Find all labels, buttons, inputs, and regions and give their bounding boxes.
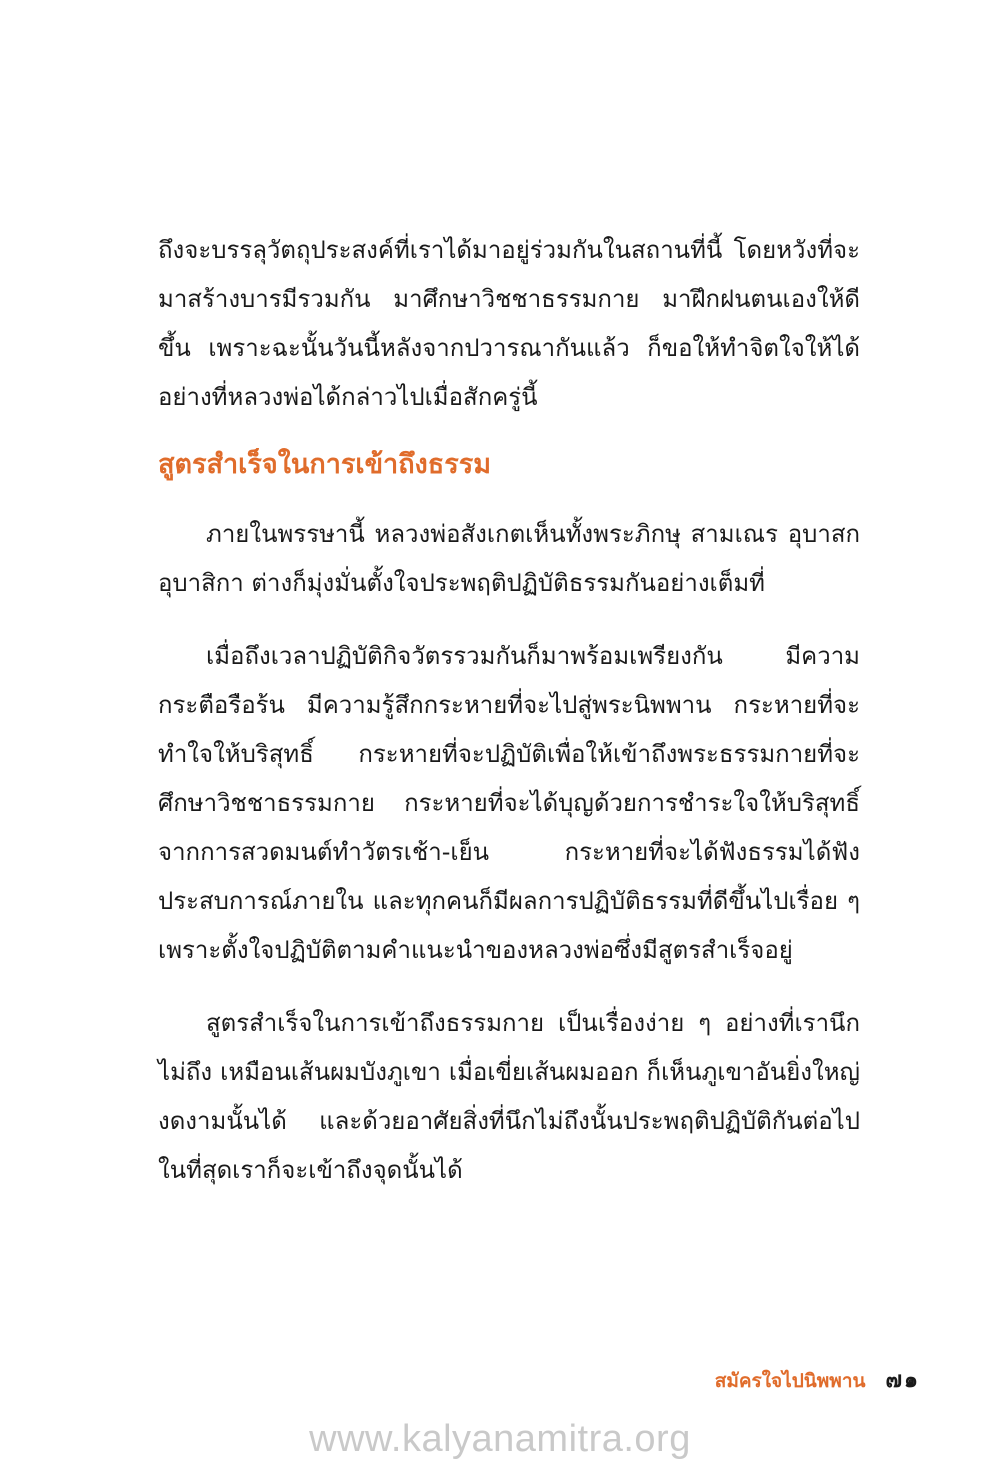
- body-paragraph-1: ถึงจะบรรลุวัตถุประสงค์ที่เราได้มาอยู่ร่วมกันในสถานที่นี้ โดยหวังที่จะมาสร้างบารมีรวมกัน มาศึกษาวิชชาธรรมกาย มาฝึกฝนตนเองให้ดีขึ้น เพราะฉะนั้นวันนี้หลังจากปวารณากันแล้ว ก็ขอให้ทำจิตใจให้ได้อย่างที่หลวงพ่อได้กล่าวไปเมื่อสักครู่นี้: [158, 236, 860, 411]
- page-footer: [715, 1362, 920, 1397]
- site-watermark: www.kalyanamitra.org: [309, 1418, 691, 1460]
- body-paragraph-4: สูตรสำเร็จในการเข้าถึงธรรมกาย เป็นเรื่องง่าย ๆ อย่างที่เรานึกไม่ถึง เหมือนเส้นผมบังภูเขา เมื่อเขี่ยเส้นผมออก ก็เห็นภูเขาอันยิ่งใหญ่งดงามนั้นได้ และด้วยอาศัยสิ่งที่นึกไม่ถึงนั้นประพฤติปฏิบัติกันต่อไป ในที่สุดเราก็จะเข้าถึงจุดนั้นได้: [158, 1009, 860, 1184]
- body-paragraph-2: ภายในพรรษานี้ หลวงพ่อสังเกตเห็นทั้งพระภิกษุ สามเณร อุบาสก อุบาสิกา ต่างก็มุ่งมั่นตั้งใจประพฤติปฏิบัติธรรมกันอย่างเต็มที่: [158, 520, 860, 597]
- paragraph-gap: [158, 608, 860, 632]
- body-paragraph-3: เมื่อถึงเวลาปฏิบัติกิจวัตรรวมกันก็มาพร้อมเพรียงกัน มีความกระตือรือร้น มีความรู้สึกกระหายที่จะไปสู่พระนิพพาน กระหายที่จะทำใจให้บริสุทธิ์ กระหายที่จะปฏิบัติเพื่อให้เข้าถึงพระธรรมกายที่จะศึกษาวิชชาธรรมกาย กระหายที่จะได้บุญด้วยการชำระใจให้บริสุทธิ์จากการสวดมนต์ทำวัตรเช้า-เย็น กระหายที่จะได้ฟังธรรมได้ฟังประสบการณ์ภายใน และทุกคนก็มีผลการปฏิบัติธรรมที่ดีขึ้นไปเรื่อย ๆ เพราะตั้งใจปฏิบัติตามคำแนะนำของหลวงพ่อซึ่งมีสูตรสำเร็จอยู่: [158, 642, 860, 964]
- page-content: [158, 226, 860, 1195]
- running-footer-title: สมัครใจไปนิพพาน: [714, 1370, 866, 1392]
- paragraph-gap: [158, 975, 860, 999]
- section-heading: สูตรสำเร็จในการเข้าถึงธรรม: [158, 449, 492, 480]
- page-number: ๗๑: [885, 1368, 920, 1393]
